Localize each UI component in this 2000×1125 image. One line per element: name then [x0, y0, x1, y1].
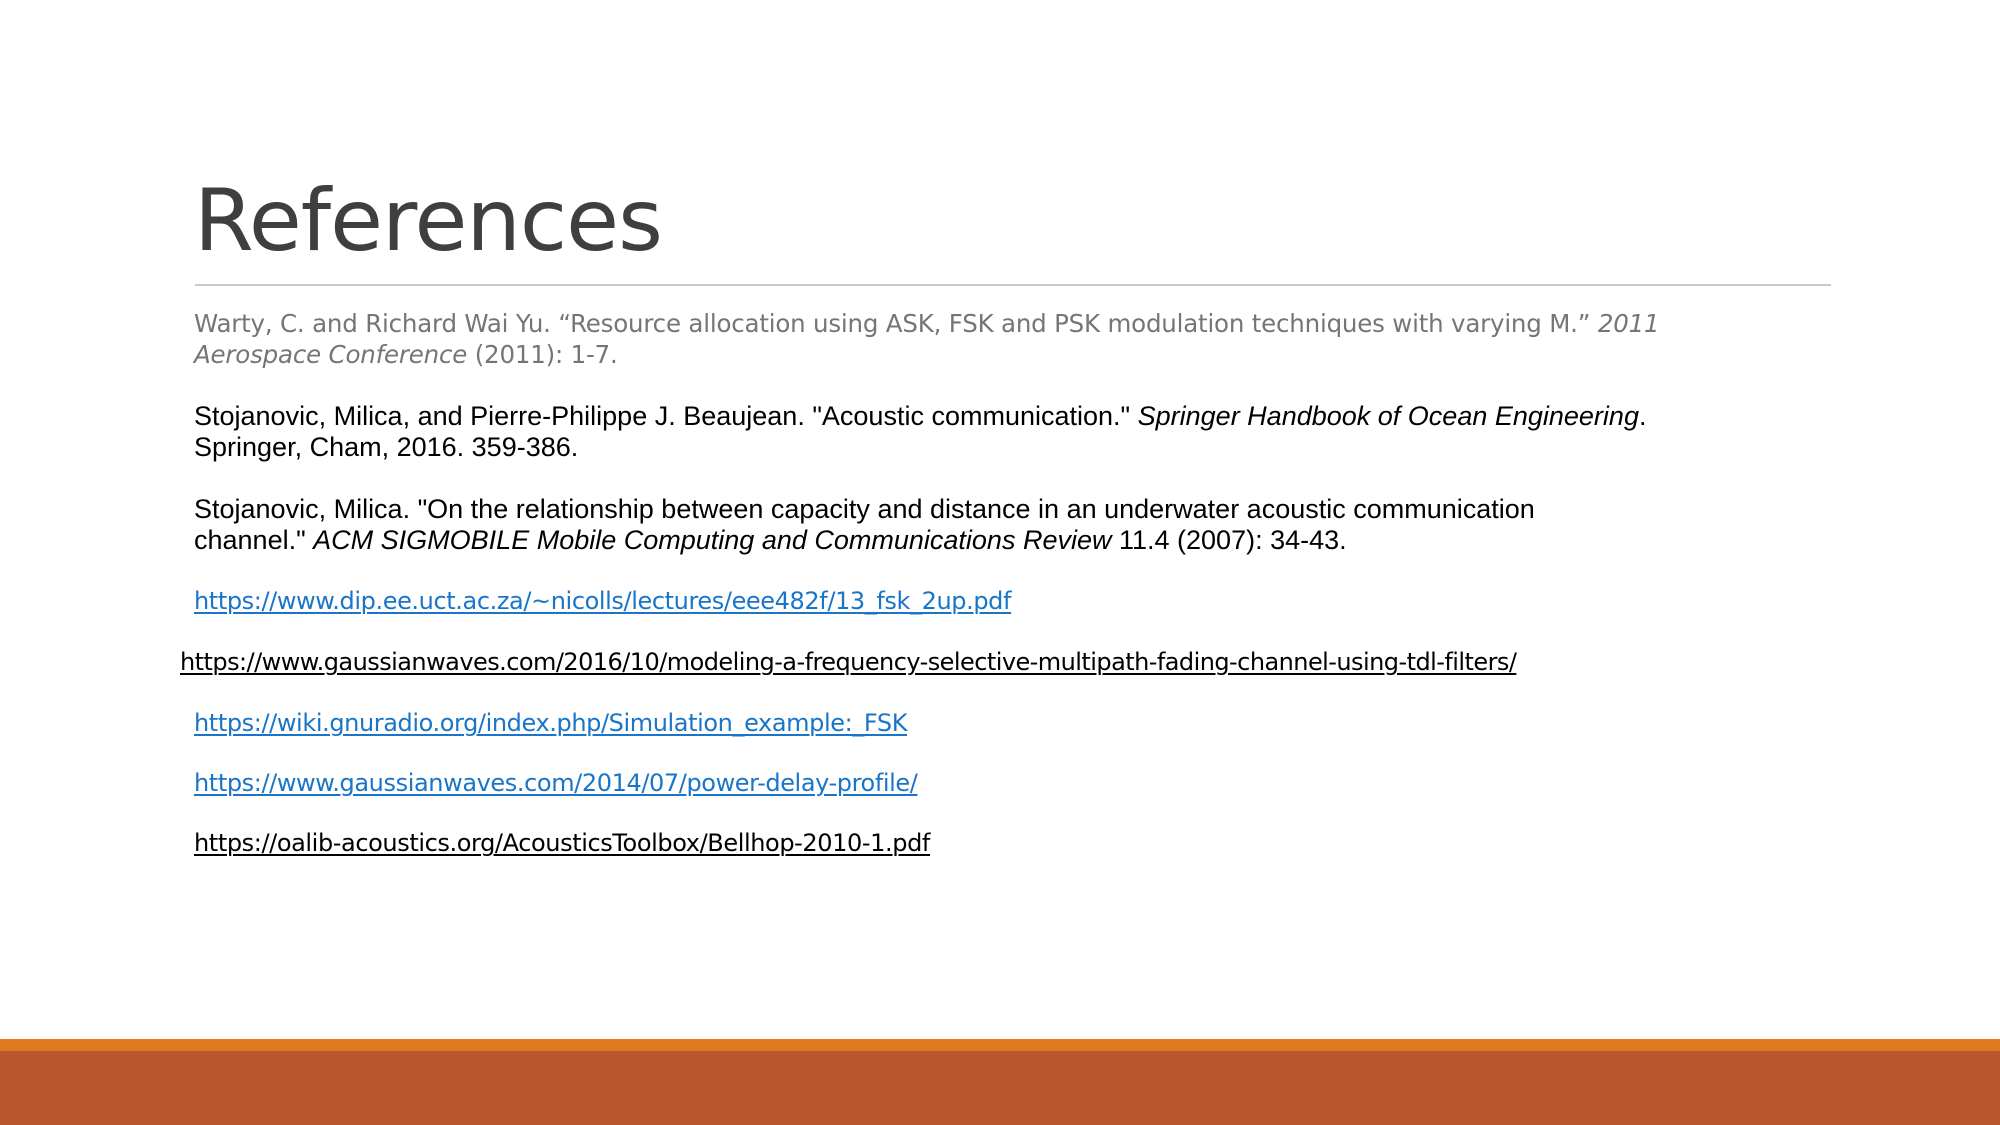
slide-title: References [194, 171, 662, 271]
reference-venue: 2011 [1597, 309, 1660, 338]
link-bellhop-pdf[interactable]: https://oalib-acoustics.org/AcousticsToolbox/Bellhop-2010-1.pdf [194, 829, 930, 857]
reference-text: Stojanovic, Milica, and Pierre-Philippe J. Beaujean. "Acoustic communication." [194, 401, 1138, 431]
reference-text: Springer, Cham, 2016. 359-386. [194, 432, 579, 462]
reference-text: 11.4 (2007): 34-43. [1111, 525, 1347, 555]
reference-warty [194, 308, 1659, 370]
title-divider [195, 284, 1831, 286]
link-gnuradio-fsk-example[interactable]: https://wiki.gnuradio.org/index.php/Simulation_example:_FSK [194, 709, 908, 737]
reference-venue: Springer Handbook of Ocean Engineering [1137, 401, 1639, 431]
link-fsk-lecture-pdf[interactable]: https://www.dip.ee.uct.ac.za/~nicolls/lectures/eee482f/13_fsk_2up.pdf [194, 587, 1012, 615]
reference-text: (2011): 1-7. [467, 340, 618, 369]
reference-stojanovic-beaujean [194, 401, 1646, 463]
link-gaussianwaves-tdl-filters[interactable]: https://www.gaussianwaves.com/2016/10/modeling-a-frequency-selective-multipath-fading-channel-using-tdl-filters/ [180, 648, 1517, 676]
reference-stojanovic-capacity [194, 494, 1535, 556]
reference-venue: Aerospace Conference [194, 340, 468, 369]
link-gaussianwaves-power-delay-profile[interactable]: https://www.gaussianwaves.com/2014/07/power-delay-profile/ [194, 769, 918, 797]
reference-venue: ACM SIGMOBILE Mobile Computing and Communications Review [313, 525, 1112, 555]
reference-text: Warty, C. and Richard Wai Yu. “Resource allocation using ASK, FSK and PSK modulation techniques with varying M.” [194, 309, 1598, 338]
footer-accent-bar [0, 1039, 2000, 1051]
footer-bar [0, 1051, 2000, 1125]
reference-text: Stojanovic, Milica. "On the relationship between capacity and distance in an underwater acoustic communication [194, 494, 1535, 524]
reference-text: channel." [194, 525, 314, 555]
reference-text: . [1638, 401, 1647, 431]
